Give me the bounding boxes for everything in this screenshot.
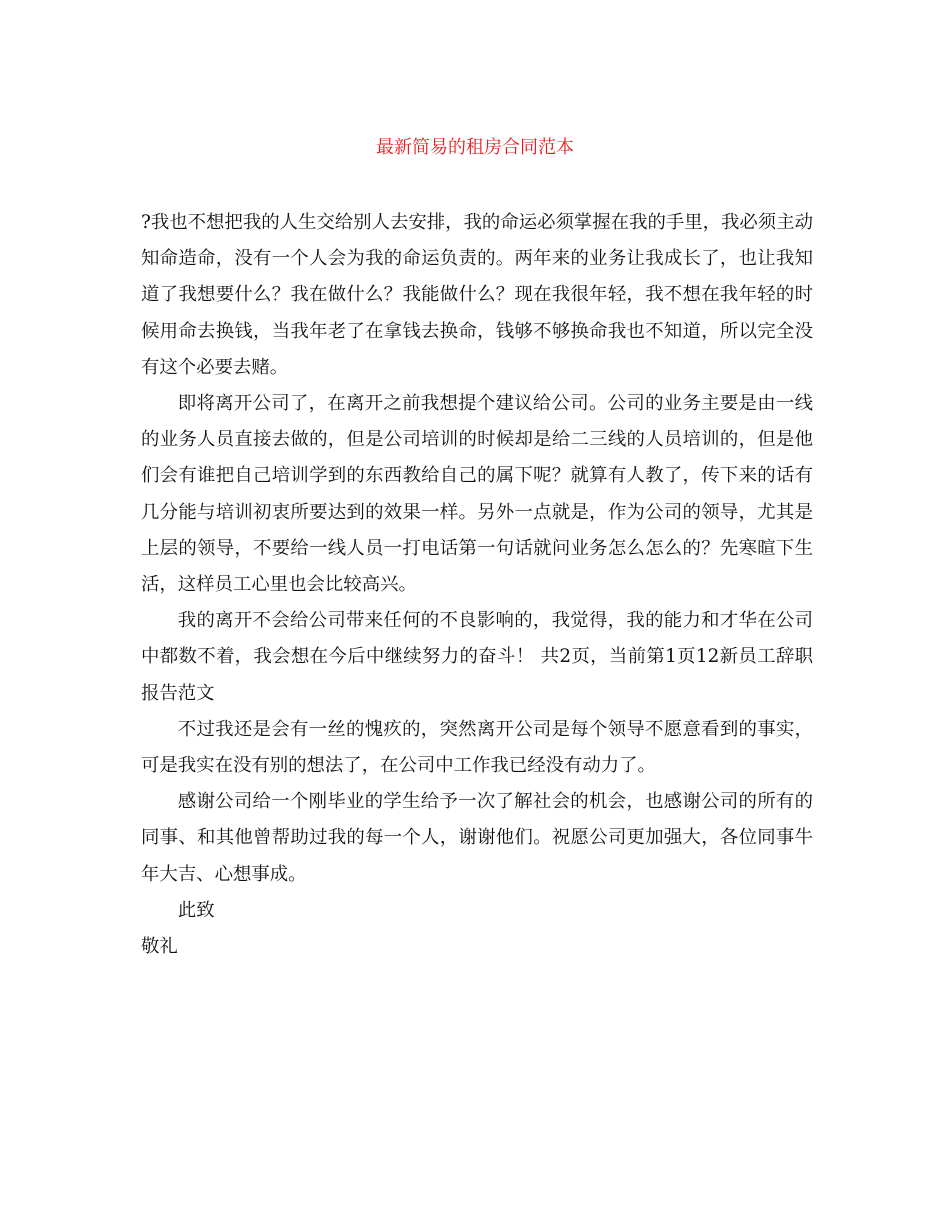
closing-regards: 敬礼: [141, 936, 178, 958]
paragraph-1: ?我也不想把我的人生交给别人去安排，我的命运必须掌握在我的手里，我必须主动知命造命，没有一个人会为我的命运负责的。两年来的业务让我成长了，也让我知道了我想要什么？我在做什么？我能做什么？现在我很年轻，我不想在我年轻的时候用命去换钱，当我年老了在拿钱去换命，钱够不够换命我也不知道，所以完全没有这个必要去赌。: [141, 212, 813, 378]
document-body: [141, 205, 813, 965]
closing-salutation: 此致: [177, 899, 215, 921]
paragraph-5: 感谢公司给一个刚毕业的学生给予一次了解社会的机会，也感谢公司的所有的同事、和其他曾帮助过我的每一个人，谢谢他们。祝愿公司更加强大，各位同事牛年大吉、心想事成。: [141, 791, 813, 885]
paragraph-2: 即将离开公司了，在离开之前我想提个建议给公司。公司的业务主要是由一线的业务人员直接去做的，但是公司培训的时候却是给二三线的人员培训的，但是他们会有谁把自己培训学到的东西教给自己的属下呢？就算有人教了，传下来的话有几分能与培训初衷所要达到的效果一样。另外一点就是，作为公司的领导，尤其是上层的领导，不要给一线人员一打电话第一句话就问业务怎么怎么的？先寒暄下生活，这样员工心里也会比较高兴。: [141, 393, 813, 596]
paragraph-4: 不过我还是会有一丝的愧疚的，突然离开公司是每个领导不愿意看到的事实，可是我实在没有别的想法了，在公司中工作我已经没有动力了。: [141, 718, 813, 777]
document-title: 最新简易的租房合同范本: [376, 137, 574, 158]
paragraph-3: 我的离开不会给公司带来任何的不良影响的，我觉得，我的能力和才华在公司中都数不着，我会想在今后中继续努力的奋斗！ 共2页，当前第1页12新员工辞职报告范文: [141, 610, 813, 704]
